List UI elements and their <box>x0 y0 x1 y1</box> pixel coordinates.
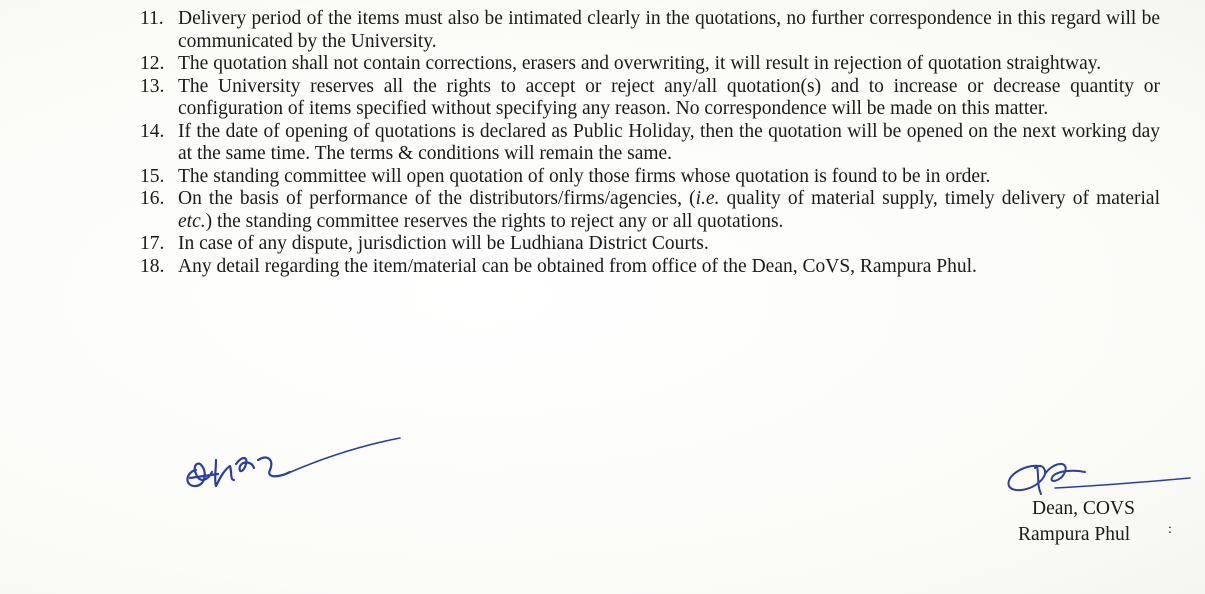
left-signature-image <box>178 430 408 500</box>
term-item-18 <box>140 256 1160 279</box>
term-number: 16. <box>140 188 165 209</box>
term-text-part: ) the standing committee reserves the rights to reject any or all quotations. <box>205 210 784 232</box>
term-item-14 <box>140 121 1160 166</box>
term-text-italic: etc. <box>178 210 206 232</box>
signatory-title: Dean, COVS <box>1032 498 1135 519</box>
term-item-16 <box>140 188 1160 233</box>
term-item-13 <box>140 76 1160 121</box>
term-text: In case of any dispute, jurisdiction will be Ludhiana District Courts. <box>178 233 709 254</box>
term-text: The standing committee will open quotation of only those firms whose quotation is found to be in order. <box>178 165 991 187</box>
signatory-place: Rampura Phul <box>1018 524 1131 545</box>
term-text-part: On the basis of performance of the distributors/firms/agencies, ( <box>178 188 696 209</box>
term-number: 15. <box>140 165 165 187</box>
term-number: 17. <box>140 233 165 254</box>
terms-list <box>140 8 1160 278</box>
term-text-italic: i.e. <box>695 188 720 209</box>
term-text: If the date of opening of quotations is declared as Public Holiday, then the quotation will be opened on the next working day at the same time. The terms & conditions will remain the same. <box>178 120 1160 164</box>
term-text-part: quality of material supply, timely delivery of material <box>719 188 1160 209</box>
signatory-block <box>1018 496 1188 548</box>
term-number: 18. <box>140 255 165 277</box>
term-item-11 <box>140 8 1160 53</box>
term-text <box>178 188 1160 233</box>
term-number: 12. <box>140 53 165 74</box>
term-text: Any detail regarding the item/material can be obtained from office of the Dean, CoVS, Rampura Phul. <box>178 255 977 277</box>
term-text: The quotation shall not contain corrections, erasers and overwriting, it will result in rejection of quotation straightway. <box>178 53 1102 74</box>
term-item-12 <box>140 53 1160 76</box>
term-text: Delivery period of the items must also be intimated clearly in the quotations, no further correspondence in this regard will be communicated by the University. <box>178 8 1160 52</box>
term-text: The University reserves all the rights to accept or reject any/all quotation(s) and to increase or decrease quantity or configuration of items specified without specifying any reason. No correspondence will be made on this matter. <box>178 75 1160 119</box>
term-number: 11. <box>140 8 164 29</box>
scan-speck: : <box>1168 522 1172 537</box>
term-item-17 <box>140 233 1160 256</box>
term-number: 13. <box>140 75 165 97</box>
term-number: 14. <box>140 120 165 142</box>
term-item-15 <box>140 166 1160 189</box>
